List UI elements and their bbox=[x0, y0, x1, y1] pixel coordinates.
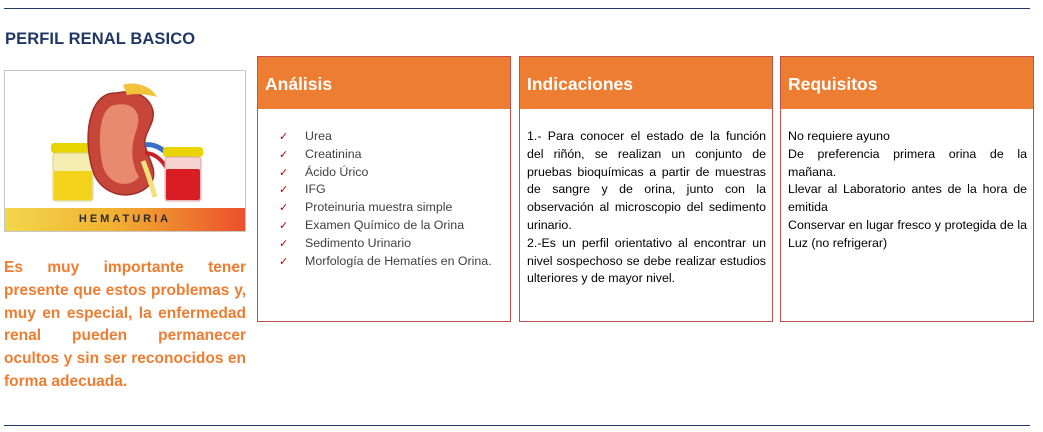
list-item bbox=[275, 199, 504, 217]
check-icon: ✓ bbox=[279, 183, 289, 197]
analisis-list bbox=[265, 128, 504, 270]
analisis-item: Examen Químico de la Orina bbox=[305, 217, 465, 232]
list-item bbox=[275, 235, 504, 253]
bottom-rule bbox=[4, 425, 1030, 426]
indicaciones-paragraph: 1.- Para conocer el estado de la función del riñón, se realizan un conjunto de pruebas bioquímicas a partir de muestras de sangre y de orina, junto con la observación al microscopio del sedimento urinario. bbox=[527, 129, 766, 232]
list-item bbox=[275, 146, 504, 164]
requisitos-header: Requisitos bbox=[781, 57, 1033, 109]
page-title: PERFIL RENAL BASICO bbox=[5, 30, 196, 48]
hematuria-illustration bbox=[4, 70, 246, 232]
urine-cup-red bbox=[163, 147, 203, 201]
check-icon: ✓ bbox=[279, 130, 289, 143]
list-item bbox=[275, 181, 504, 199]
kidney-disease-note: Es muy importante tener presente que estos problemas y, muy en especial, la enfermedad renal pueden permanecer ocultos y sin ser reconocidos en forma adecuada. bbox=[4, 259, 246, 390]
check-icon: ✓ bbox=[279, 218, 289, 232]
analisis-item: Sedimento Urinario bbox=[305, 235, 412, 250]
check-icon: ✓ bbox=[279, 147, 289, 161]
analisis-header: Análisis bbox=[258, 57, 510, 109]
list-item bbox=[275, 253, 504, 271]
analisis-item: Urea bbox=[305, 129, 332, 143]
list-item bbox=[275, 217, 504, 235]
indicaciones-header: Indicaciones bbox=[520, 57, 772, 109]
check-icon: ✓ bbox=[279, 201, 289, 215]
analisis-item: Creatinina bbox=[305, 146, 362, 161]
analisis-item: Proteinuria muestra simple bbox=[305, 200, 453, 215]
indicaciones-card bbox=[519, 56, 773, 322]
requisitos-line: No requiere ayuno bbox=[788, 129, 890, 143]
check-icon: ✓ bbox=[279, 254, 289, 268]
indicaciones-paragraph: 2.-Es un perfil orientativo al encontrar un nivel sospechoso se debe realizar estudios ulteriores y de mayor nivel. bbox=[527, 235, 766, 286]
top-rule bbox=[4, 8, 1030, 9]
analisis-item: Ácido Úrico bbox=[305, 164, 369, 179]
requisitos-line: De preferencia primera orina de la mañana. bbox=[788, 146, 1027, 179]
requisitos-card bbox=[780, 56, 1034, 322]
check-icon: ✓ bbox=[279, 165, 289, 179]
image-caption: HEMATURIA bbox=[5, 208, 245, 231]
analisis-item: IFG bbox=[305, 182, 326, 197]
list-item bbox=[275, 128, 504, 146]
analisis-card bbox=[257, 56, 511, 322]
check-icon: ✓ bbox=[279, 236, 289, 250]
kidney-shape bbox=[88, 84, 171, 198]
analisis-item: Morfología de Hematíes en Orina. bbox=[305, 253, 492, 268]
requisitos-line: Conservar en lugar fresco y protegida de la Luz (no refrigerar) bbox=[788, 217, 1027, 250]
requisitos-line: Llevar al Laboratorio antes de la hora de emitida bbox=[788, 182, 1027, 215]
list-item bbox=[275, 164, 504, 182]
kidney-icon bbox=[5, 71, 245, 208]
